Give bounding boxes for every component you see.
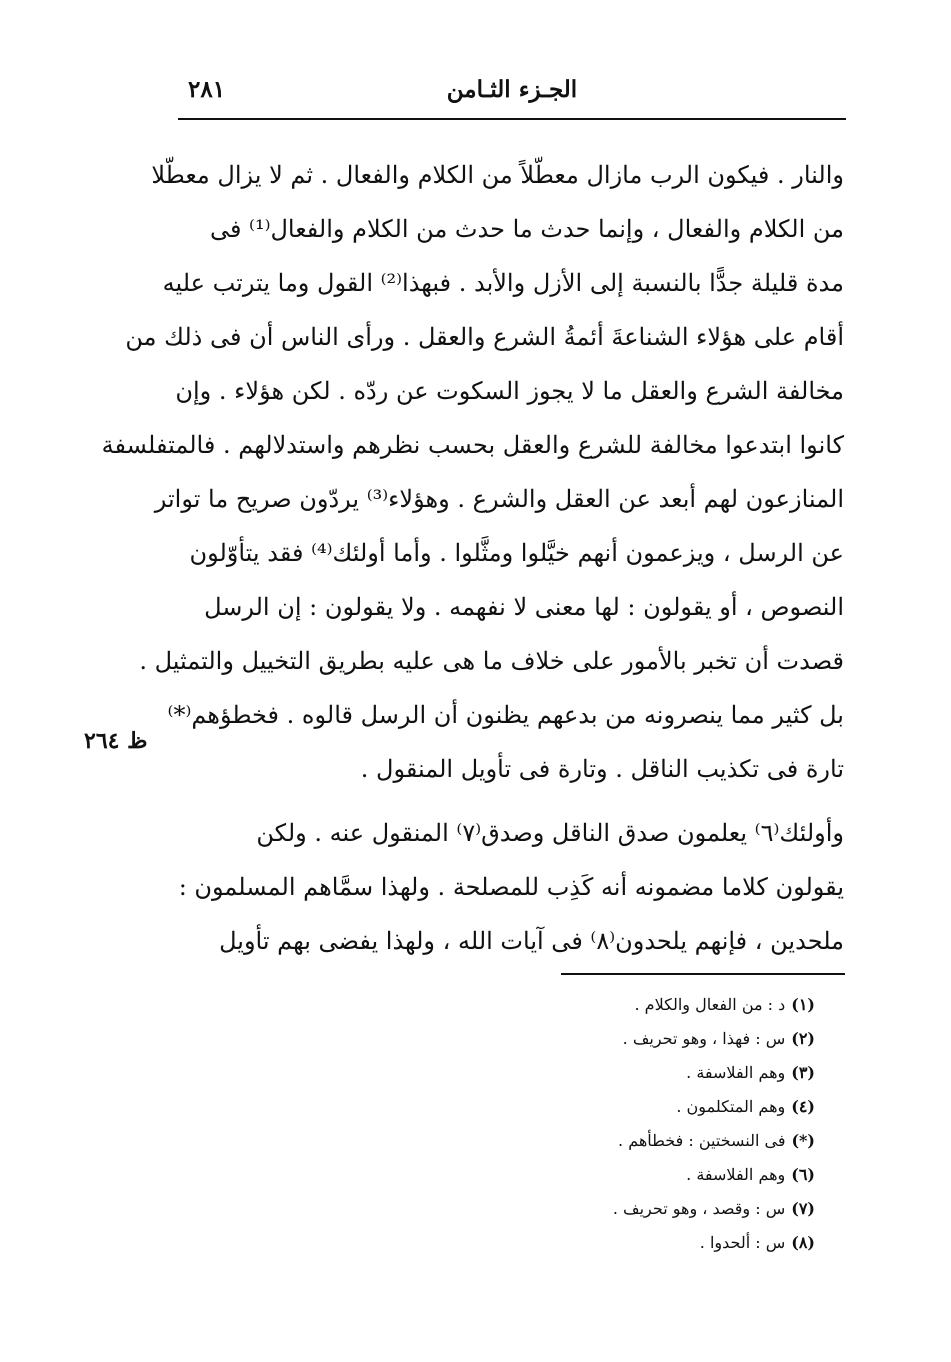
header-rule [178,118,846,120]
footnote-number: (٦) [791,1165,815,1184]
running-header [178,72,846,110]
footnote-text: فى النسختين : فخطأهم . [618,1131,786,1150]
manuscript-folio-note: ظ ٢٦٤ [84,728,148,754]
footnote-rule [561,973,845,975]
footnote-text: س : فهذا ، وهو تحريف . [622,1029,786,1048]
text-line: ملحدين ، فإنهم يلحدون⁽٨⁾ فى آيات الله ، ولهذا يفضى بهم تأويل [219,927,844,955]
text-line: كانوا ابتدعوا مخالفة للشرع والعقل بحسب نظرهم واستدلالهم . فالمتفلسفة [101,431,844,459]
text-line: من الكلام والفعال ، وإنما حدث ما حدث من الكلام والفعال⁽¹⁾ فى [209,215,844,243]
footnote-number: (٢) [791,1029,815,1048]
footnote [480,1056,815,1090]
footnote [480,1090,815,1124]
text-line: بل كثير مما ينصرونه من بدعهم يظنون أن الرسل قالوه . فخطؤهم⁽*⁾ [167,701,844,729]
footnote [480,1192,815,1226]
footnote [480,1022,815,1056]
text-line: النصوص ، أو يقولون : لها معنى لا نفهمه . ولا يقولون : إن الرسل [204,593,844,621]
text-line: تارة فى تكذيب الناقل . وتارة فى تأويل المنقول . [360,755,844,783]
footnote-number: (٧) [791,1199,815,1218]
text-line: يقولون كلاما مضمونه أنه كَذِب للمصلحة . ولهذا سمَّاهم المسلمون : [178,873,844,901]
text-line: أقام على هؤلاء الشناعةَ أئمةُ الشرع والعقل . ورأى الناس أن فى ذلك من [125,323,844,351]
footnote-text: وهم المتكلمون . [676,1097,786,1116]
text-line: والنار . فيكون الرب مازال معطّلاً من الكلام والفعال . ثم لا يزال معطّلا [151,161,844,189]
footnote-text: وهم الفلاسفة . [686,1165,786,1184]
footnote-text: س : وقصد ، وهو تحريف . [612,1199,786,1218]
text-line: وأولئك⁽٦⁾ يعلمون صدق الناقل وصدق⁽٧⁾ المنقول عنه . ولكن [256,819,844,847]
footnote-number: (٤) [791,1097,815,1116]
page-number: ٢٨١ [188,76,226,103]
footnote [480,1226,815,1260]
footnote-number: (١) [791,995,815,1014]
text-line: قصدت أن تخبر بالأمور على خلاف ما هى عليه بطريق التخييل والتمثيل . [139,647,844,675]
running-title: الجـزء الثـامن [446,76,578,103]
footnote [480,988,815,1022]
footnote-text: د : من الفعال والكلام . [634,995,786,1014]
footnotes [480,988,815,1260]
footnote-number: (٣) [791,1063,815,1082]
text-line: عن الرسل ، ويزعمون أنهم خيَّلوا ومثَّلوا . وأما أولئك⁽⁴⁾ فقد يتأوّلون [189,539,844,567]
paragraph-gap [182,796,844,806]
text-line: مخالفة الشرع والعقل ما لا يجوز السكوت عن ردّه . لكن هؤلاء . وإن [175,377,844,405]
footnote [480,1158,815,1192]
footnote-text: س : ألحدوا . [699,1233,786,1252]
footnote [480,1124,815,1158]
footnote-number: (٨) [791,1233,815,1252]
footnote-text: وهم الفلاسفة . [686,1063,786,1082]
text-line: مدة قليلة جدًّا بالنسبة إلى الأزل والأبد . فبهذا⁽²⁾ القول وما يترتب عليه [162,269,844,297]
footnote-number: (*) [791,1131,815,1150]
text-line: المنازعون لهم أبعد عن العقل والشرع . وهؤلاء⁽³⁾ يردّون صريح ما تواتر [154,485,844,513]
